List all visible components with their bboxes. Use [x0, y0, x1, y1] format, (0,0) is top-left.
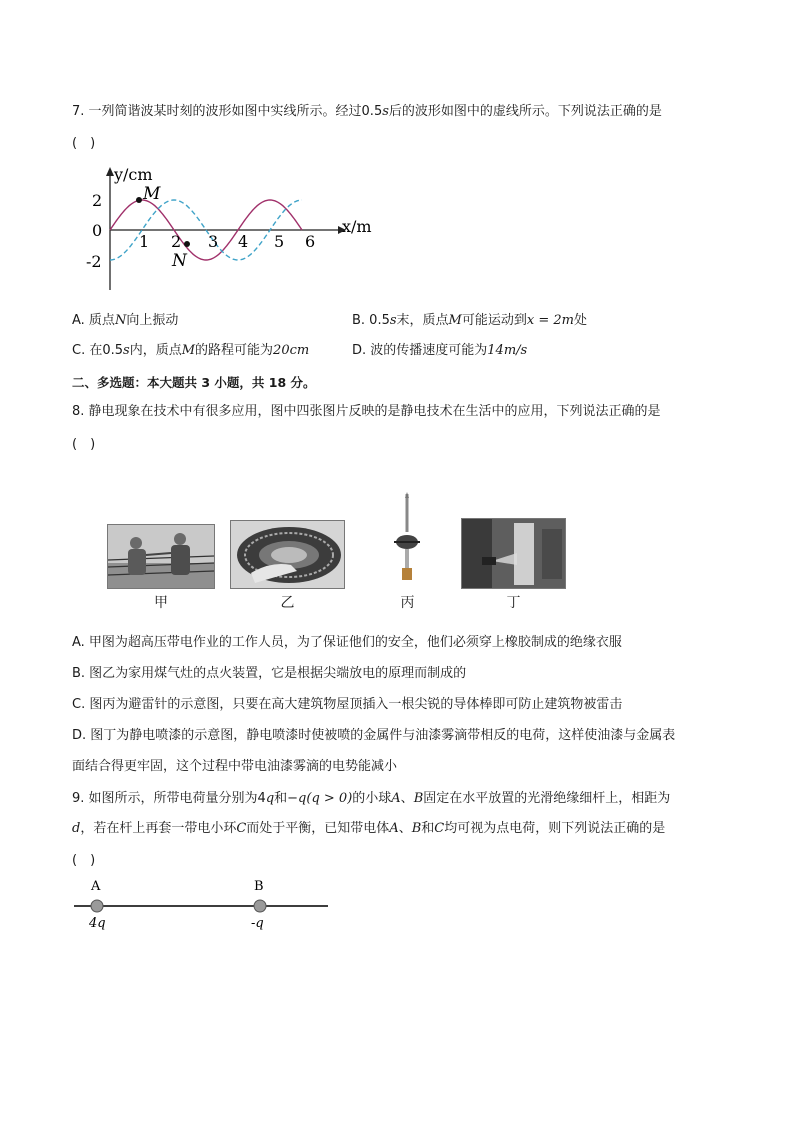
x-tick-6: 6: [305, 232, 316, 251]
q8-stem: 8. 静电现象在技术中有很多应用，图中四张图片反映的是静电技术在生活中的应用，下列说法正确的是: [72, 404, 661, 419]
q7-option-b: B. 0.5s末，质点M可能运动到x = 2m处: [352, 313, 587, 328]
y-axis-arrow: [106, 167, 114, 176]
q8-option-b: B. 图乙为家用煤气灶的点火装置，它是根据尖端放电的原理而制成的: [72, 666, 467, 681]
section-heading: 二、多选题：本大题共 3 小题，共 18 分。: [72, 375, 316, 390]
caption-jia: 甲: [154, 595, 168, 611]
y-tick-2: 2: [92, 191, 103, 210]
x-tick-2: 2: [171, 232, 182, 251]
caption-ding: 丁: [506, 595, 521, 611]
q8-option-d-line2: 面结合得更牢固，这个过程中带电油漆雾滴的电势能减小: [72, 759, 398, 774]
origin-label: 0: [92, 221, 103, 240]
y-axis-label: y/cm: [114, 165, 153, 184]
q7-answer-paren: ( ): [72, 136, 96, 151]
caption-bing: 丙: [400, 595, 415, 611]
point-n-label: N: [172, 251, 187, 271]
q8-option-a: A. 甲图为超高压带电作业的工作人员，为了保证他们的安全，他们必须穿上橡胶制成的绝缘衣服: [72, 635, 622, 650]
ball-b-label: B: [254, 879, 264, 894]
q9-rod-figure: [70, 872, 340, 932]
q7-wave-figure: [80, 160, 410, 295]
ball-b: [254, 900, 266, 912]
ball-a-label: A: [91, 879, 101, 894]
photo-bing: [385, 492, 430, 590]
q8-option-c: C. 图丙为避雷针的示意图，只要在高大建筑物屋顶插入一根尖锐的导体棒即可防止建筑物被雷击: [72, 697, 623, 712]
q7-option-c: C. 在0.5s内，质点M的路程可能为20cm: [72, 343, 310, 358]
x-tick-4: 4: [238, 232, 249, 251]
q7-stem: 7. 一列简谐波某时刻的波形如图中实线所示。经过0.5s后的波形如图中的虚线所示。下列说法正确的是: [72, 104, 662, 119]
q9-stem-line1: 9. 如图所示，所带电荷量分别为4q和−q(q > 0)的小球A、B固定在水平放置的光滑绝缘细杆上，相距为: [72, 791, 671, 806]
x-axis-label: x/m: [342, 217, 372, 236]
point-m: [136, 197, 142, 203]
q7-option-d: D. 波的传播速度可能为14m/s: [352, 343, 528, 358]
point-n: [184, 241, 190, 247]
photo-ding: [461, 518, 566, 589]
x-tick-1: 1: [139, 232, 150, 251]
q9-answer-paren: ( ): [72, 853, 96, 868]
q8-answer-paren: ( ): [72, 437, 96, 452]
y-tick-neg2: -2: [86, 252, 102, 271]
q9-stem-line2: d，若在杆上再套一带电小环C而处于平衡，已知带电体A、B和C均可视为点电荷，则下列说法正确的是: [72, 821, 666, 836]
x-tick-3: 3: [208, 232, 219, 251]
caption-yi: 乙: [280, 595, 295, 611]
ball-a: [91, 900, 103, 912]
photo-jia: [107, 524, 215, 589]
point-m-label: M: [143, 184, 161, 204]
photo-yi: [230, 520, 345, 589]
ball-a-charge: 4q: [89, 916, 106, 931]
q7-option-a: A. 质点N向上振动: [72, 313, 179, 328]
ball-b-charge: -q: [251, 916, 264, 931]
x-tick-5: 5: [274, 232, 285, 251]
q8-option-d-line1: D. 图丁为静电喷漆的示意图，静电喷漆时使被喷的金属件与油漆雾滴带相反的电荷，这样使油漆与金属表: [72, 728, 676, 743]
